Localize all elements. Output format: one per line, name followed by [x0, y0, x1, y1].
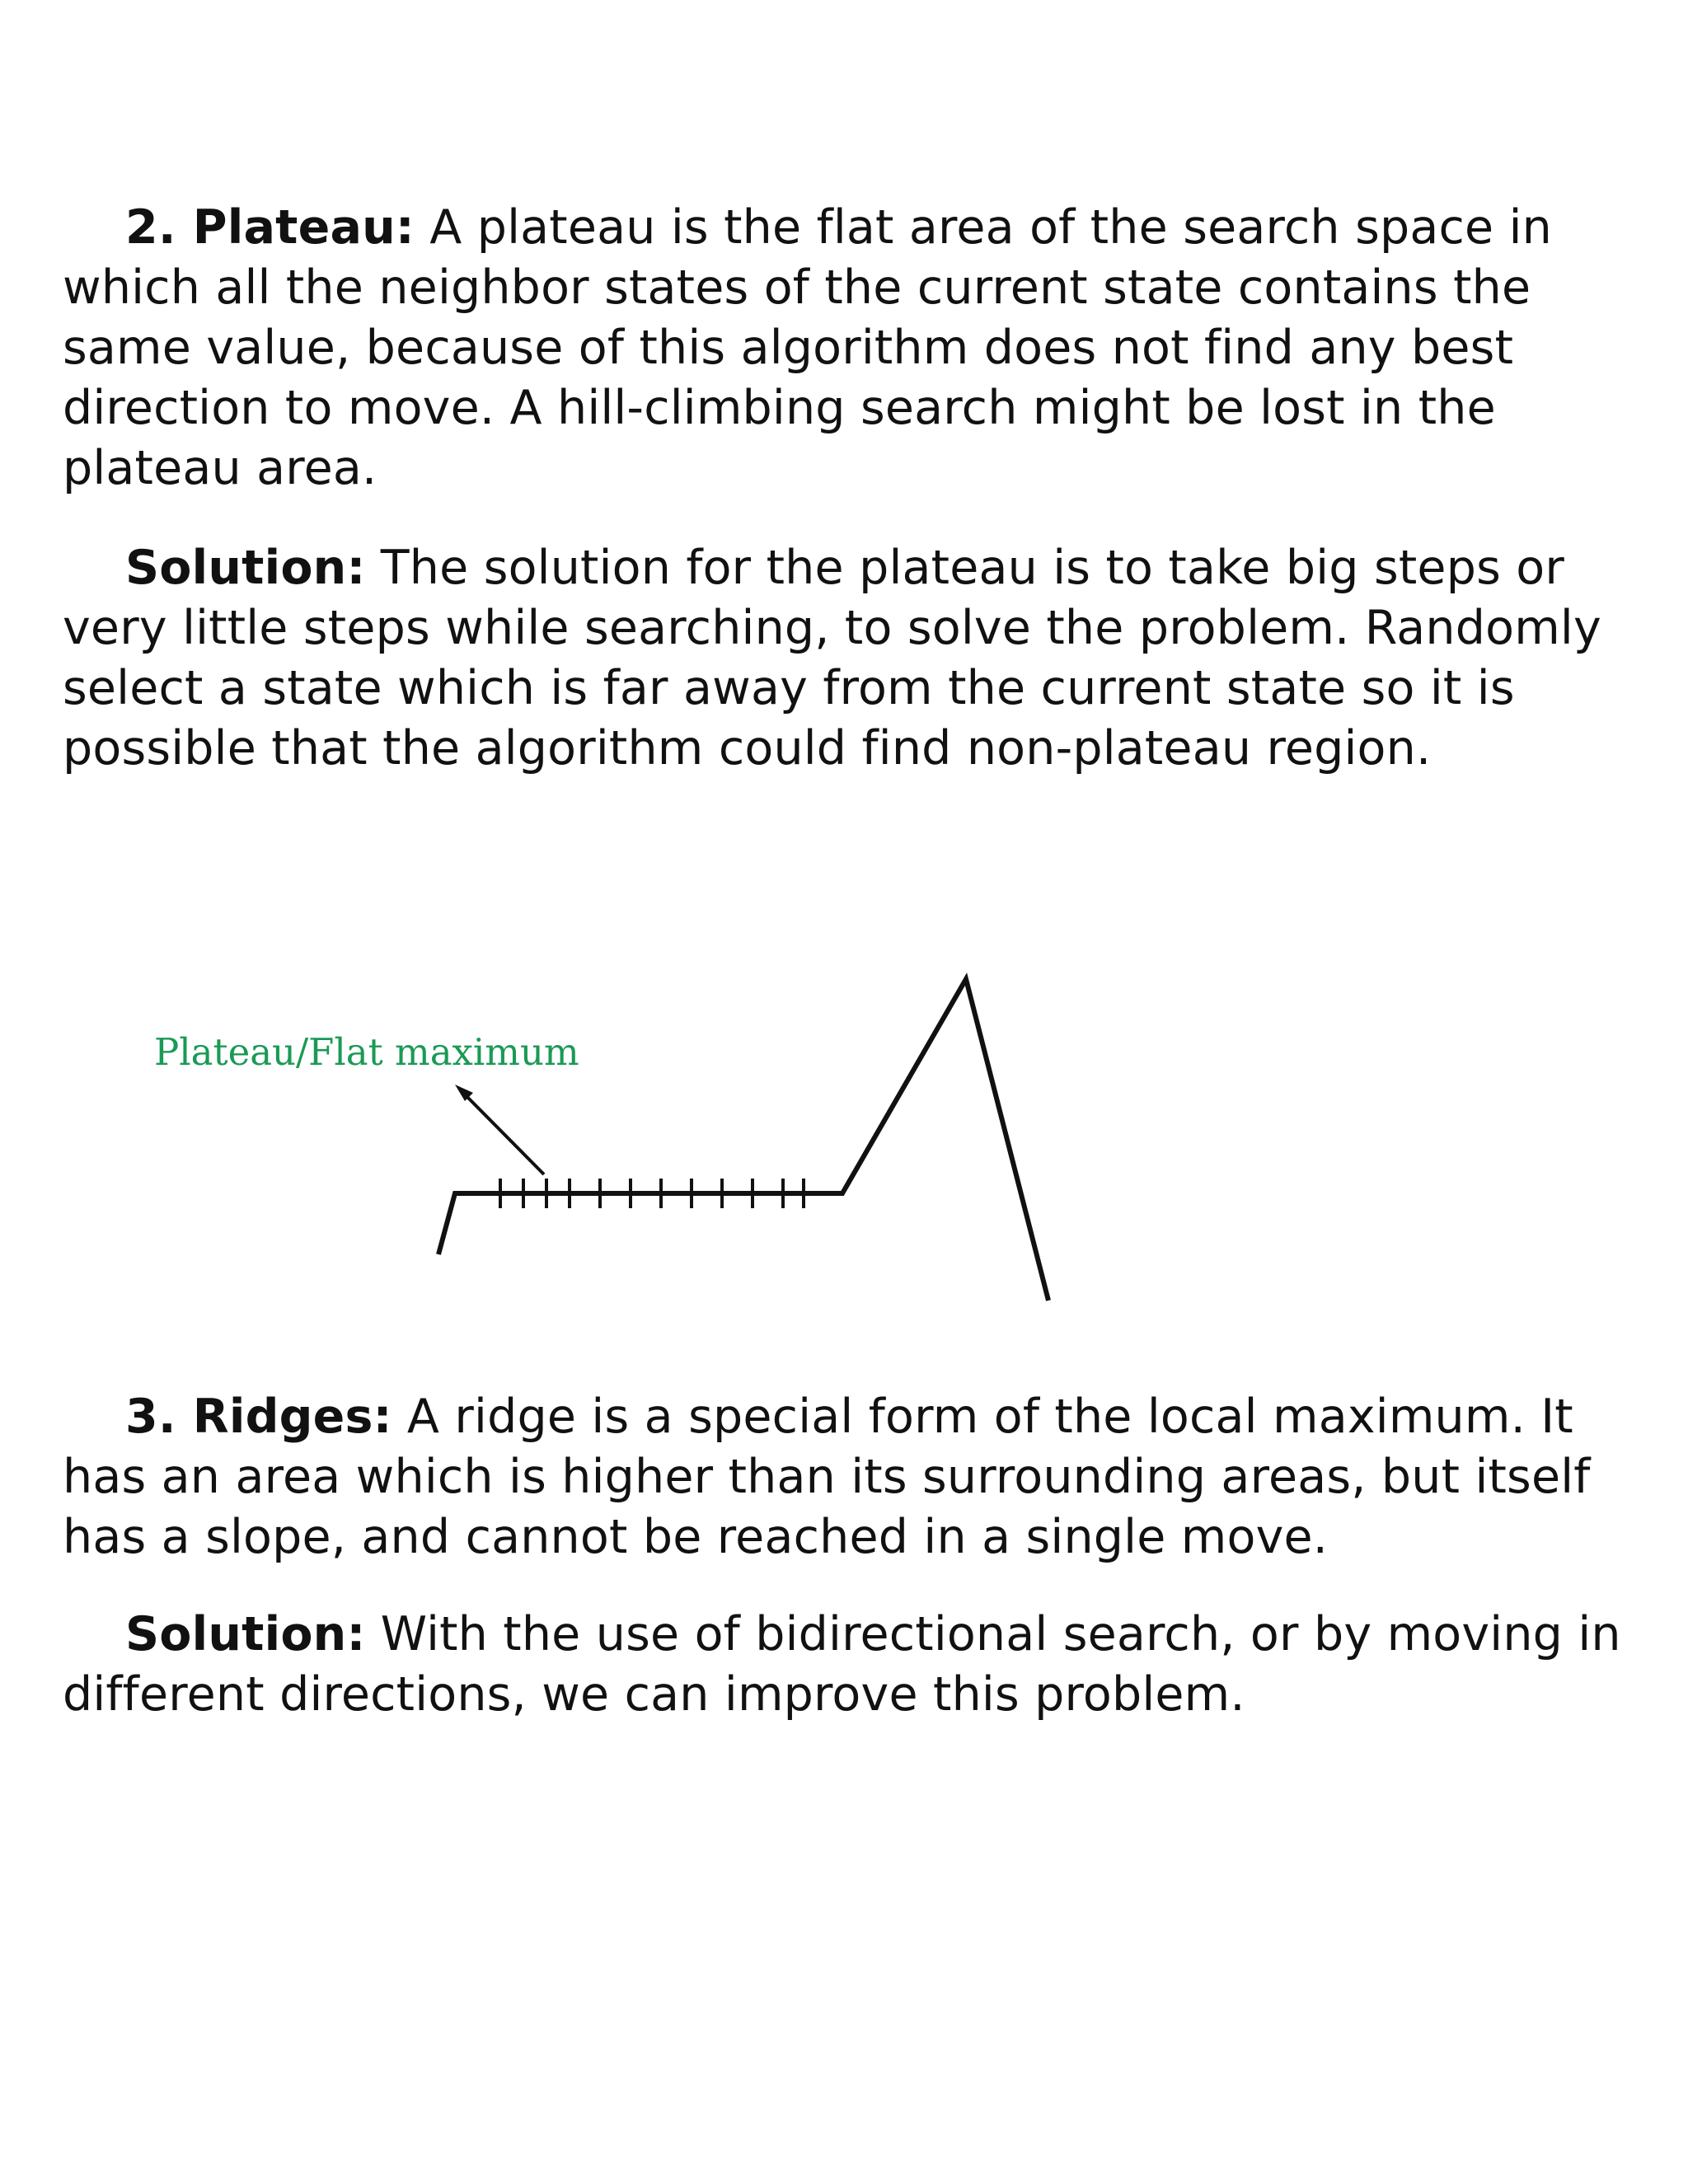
plateau-paragraph: [63, 198, 1629, 499]
pointer-arrow: [462, 1091, 544, 1174]
plateau-solution-body: The solution for the plateau is to take big steps or very little steps while searching, to solve the problem. Randomly select a state which is far away from the current state so it is possible that the algorithm could find non-plateau region.: [63, 541, 1601, 776]
landscape-curve: [438, 979, 1048, 1301]
plateau-figure-label: Plateau/Flat maximum: [154, 1030, 579, 1074]
plateau-heading: 2. Plateau:: [125, 200, 415, 255]
ridges-body: A ridge is a special form of the local maximum. It has an area which is higher than its surrounding areas, but itself has a slope, and cannot be reached in a single move.: [63, 1390, 1591, 1564]
plateau-solution-paragraph: [63, 538, 1629, 779]
ridges-heading: 3. Ridges:: [125, 1390, 392, 1444]
plateau-diagram: [0, 940, 1688, 1327]
plateau-solution-heading: Solution:: [125, 541, 366, 595]
ridges-solution-paragraph: [63, 1605, 1629, 1725]
plateau-figure: [0, 940, 1688, 1327]
ridges-paragraph: [63, 1387, 1629, 1568]
plateau-body: A plateau is the flat area of the search space in which all the neighbor states of the current state contains the same value, because of this algorithm does not find any best direction to move. A hill-climbing search might be lost in the plateau area.: [63, 200, 1552, 495]
ridges-solution-heading: Solution:: [125, 1607, 366, 1661]
ridges-solution-body: With the use of bidirectional search, or by moving in different directions, we can improve this problem.: [63, 1607, 1621, 1722]
